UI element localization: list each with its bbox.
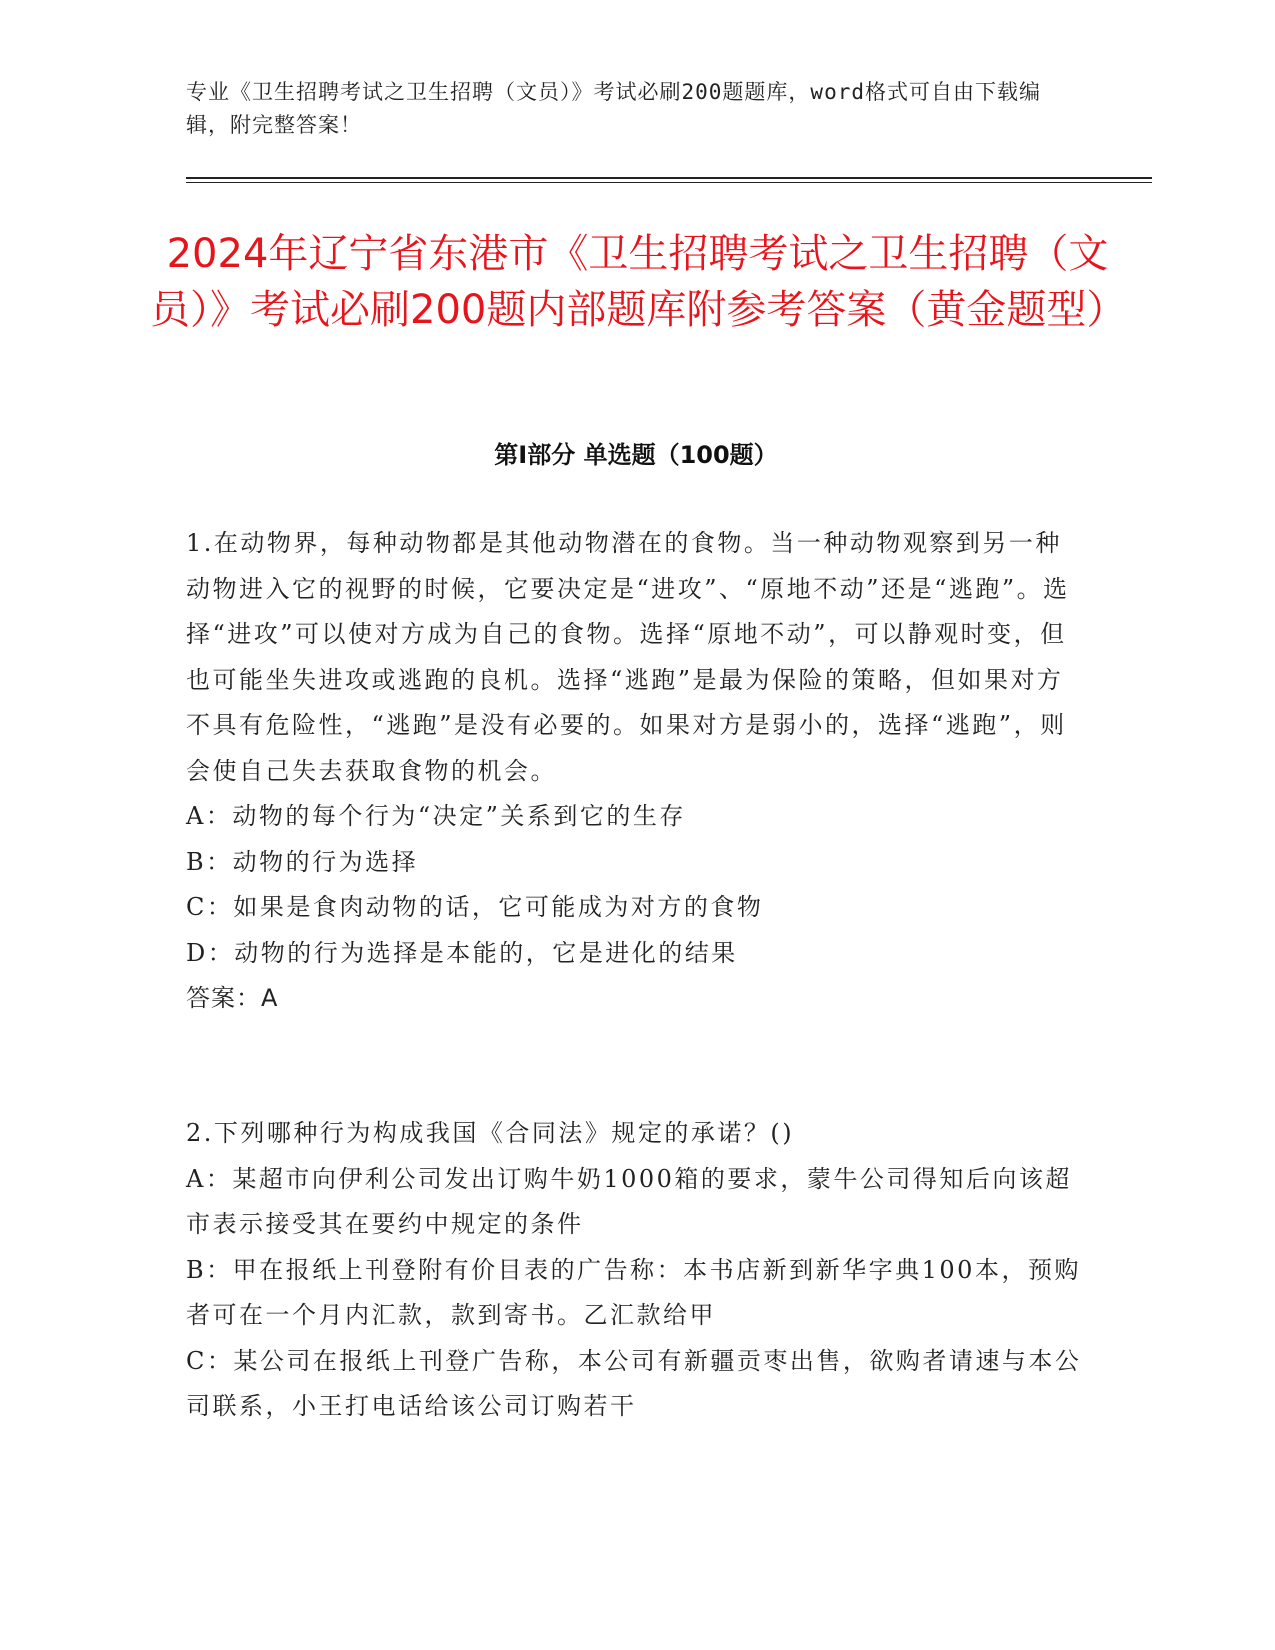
question-option-a: A：某超市向伊利公司发出订购牛奶1000箱的要求，蒙牛公司得知后向该超市表示接受其在要约中规定的条件 [186, 1164, 1072, 1238]
section-heading: 第I部分 单选题（100题） [494, 441, 778, 469]
document-title: 2024年辽宁省东港市《卫生招聘考试之卫生招聘（文员）》考试必刷200题内部题库附参考答案（黄金题型） [150, 231, 1127, 333]
question-answer: 答案：A [186, 984, 279, 1012]
question-1 [186, 521, 1086, 1022]
question-option-b: B：甲在报纸上刊登附有价目表的广告称：本书店新到新华字典100本，预购者可在一个月内汇款，款到寄书。乙汇款给甲 [186, 1255, 1081, 1329]
question-stem: 1.在动物界，每种动物都是其他动物潜在的食物。当一种动物观察到另一种动物进入它的视野的时候，它要决定是“进攻”、“原地不动”还是“逃跑”。选择“进攻”可以使对方成为自己的食物。选择“原地不动”，可以静观时变，但也可能坐失进攻或逃跑的良机。选择“逃跑”是最为保险的策略，但如果对方不具有危险性，“逃跑”是没有必要的。如果对方是弱小的，选择“逃跑”，则会使自己失去获取食物的机会。 [186, 529, 1070, 785]
question-2 [186, 1111, 1086, 1430]
question-stem: 2.下列哪种行为构成我国《合同法》规定的承诺？() [186, 1119, 795, 1147]
header-divider-thin [186, 182, 1152, 183]
header-divider-thick [186, 177, 1152, 179]
question-option-a: A：动物的每个行为“决定”关系到它的生存 [186, 802, 686, 830]
question-option-c: C：某公司在报纸上刊登广告称，本公司有新疆贡枣出售，欲购者请速与本公司联系，小王打电话给该公司订购若干 [186, 1346, 1082, 1420]
header-note: 专业《卫生招聘考试之卫生招聘（文员）》考试必刷200题题库，word格式可自由下载编辑，附完整答案！ [186, 80, 1041, 137]
question-option-d: D：动物的行为选择是本能的，它是进化的结果 [186, 938, 738, 967]
question-option-c: C：如果是食肉动物的话，它可能成为对方的食物 [186, 893, 764, 921]
question-option-b: B：动物的行为选择 [186, 847, 419, 876]
